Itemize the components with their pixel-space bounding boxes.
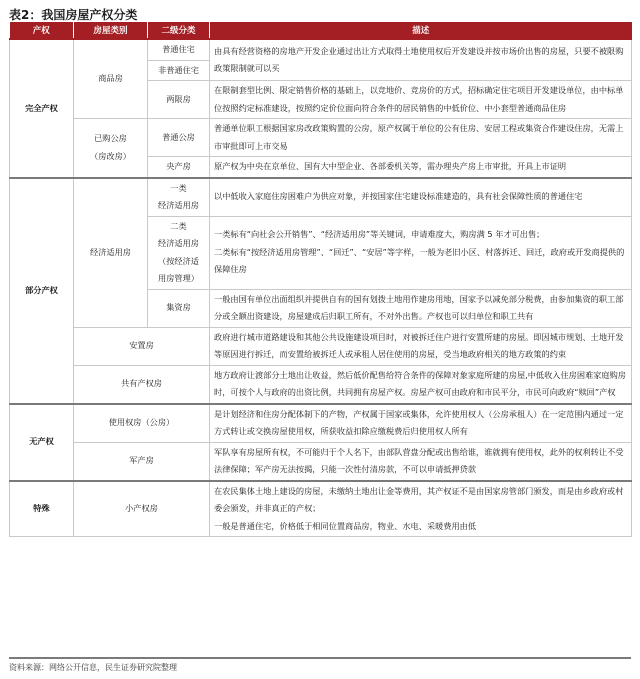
sub-class2: 二类 经济适用房 （按经济适 用房管理）	[148, 216, 210, 289]
bottom-rule	[9, 657, 631, 659]
category-commercial: 商品房	[74, 39, 148, 119]
desc-resettlement: 政府进行城市道路建设和其他公共设施建设项目时，对被拆迁住户进行安置所建的房屋。即因城市规划、土地开发等原因进行拆迁，而安置给被拆迁人或承租人居住使用的房屋，受当地政府相关的地方政策的约束	[210, 327, 632, 365]
header-rights: 产权	[10, 22, 74, 39]
desc-two-limits: 在限制套型比例、限定销售价格的基础上，以竞地价、竞房价的方式，招标确定住宅项目开发建设单位，由中标单位按照约定标准建设，按照约定价位面向符合条件的居民销售的中低价位、中小套型普通商品住房	[210, 81, 632, 119]
sub-fundraise: 集资房	[148, 289, 210, 327]
group-full: 完全产权	[10, 39, 74, 178]
desc-use-right: 是计划经济和住房分配体制下的产物，产权属于国家或集体，允许使用权人（公房承租人）在一定范围内通过一定方式转让或交换房屋使用权，所获收益扣除应缴税费后归使用权人所有	[210, 404, 632, 443]
category-purchased-public: 已购公房 （房改房）	[74, 119, 148, 178]
table-row	[10, 178, 632, 217]
desc-military: 军队享有房屋所有权，不可能归于个人名下，由部队营盘分配或出售给谁，谁就拥有使用权，此外的权利转让不受法律保障；军产房无法按揭，只能一次性付清房款，不可以申请抵押贷款	[210, 442, 632, 481]
table-row	[10, 404, 632, 443]
table-row	[10, 39, 632, 60]
desc-fundraise: 一般由国有单位出面组织并提供自有的国有划拨土地用作建房用地，国家予以减免部分税费，由参加集资的职工部分或全额出资建设，房屋建成后归职工所有，不对外出售。产权也可以归单位和职工共有	[210, 289, 632, 327]
category-shared: 共有产权房	[74, 365, 210, 404]
sub-ordinary: 普通住宅	[148, 39, 210, 60]
desc-class2: 一类标有“向社会公开销售”、“经济适用房”等关键词，申请难度大，购房满 5 年才可出售； 二类标有“按经济适用房管理”、“回迁”、“安居”等字样，一般为老旧小区、村落拆迁、回迁，政府或开发商提供的保障住房	[210, 216, 632, 289]
header-category: 房屋类别	[74, 22, 148, 39]
sub-two-limits: 两限房	[148, 81, 210, 119]
desc-shared: 地方政府让渡部分土地出让收益，然后低价配售给符合条件的保障对象家庭所建的房屋,中低收入住房困难家庭购房时，可按个人与政府的出资比例，共同拥有房屋产权。房屋产权可由政府和市民平分，市民可向政府“赎回”产权	[210, 365, 632, 404]
header-description: 描述	[210, 22, 632, 39]
group-partial: 部分产权	[10, 178, 74, 404]
category-economic: 经济适用房	[74, 178, 148, 328]
sub-non-ordinary: 非普通住宅	[148, 60, 210, 81]
table-row	[10, 481, 632, 537]
category-use-right: 使用权房（公房）	[74, 404, 210, 443]
table-row	[10, 365, 632, 404]
category-military: 军产房	[74, 442, 210, 481]
table-row	[10, 442, 632, 481]
category-small: 小产权房	[74, 481, 210, 537]
source-note: 资料来源：网络公开信息，民生证券研究院整理	[9, 663, 177, 672]
desc-ordinary-public: 普通单位职工根据国家房改政策购置的公房，原产权属于单位的公有住房、安居工程或集资合作建设住房，无需上市审批即可上市交易	[210, 119, 632, 157]
desc-class1: 以中低收入家庭住房困难户为供应对象，并按国家住宅建设标准建造的，具有社会保障性质的普通住宅	[210, 178, 632, 217]
header-row	[10, 22, 632, 39]
sub-class1: 一类 经济适用房	[148, 178, 210, 217]
table-row	[10, 327, 632, 365]
header-subcategory: 二级分类	[148, 22, 210, 39]
sub-ordinary-public: 普通公房	[148, 119, 210, 157]
desc-small: 在农民集体土地上建设的房屋，未缴纳土地出让金等费用，其产权证不是由国家房管部门颁发，而是由乡政府或村委会颁发，并非真正的产权； 一般是普通住宅，价格低于相同位置商品房，物业、水电、采暖费用由低	[210, 481, 632, 537]
table-title: 表2：我国房屋产权分类	[9, 8, 138, 22]
desc-central: 原产权为中央在京单位、国有大中型企业、各部委机关等，需办理央产房上市审批，开具上市证明	[210, 157, 632, 178]
desc-commercial: 由具有经营资格的房地产开发企业通过出让方式取得土地使用权后开发建设并按市场价出售的房屋，只要不被限购政策限制就可以买	[210, 39, 632, 81]
category-resettlement: 安置房	[74, 327, 210, 365]
group-special: 特殊	[10, 481, 74, 537]
sub-central: 央产房	[148, 157, 210, 178]
table-row	[10, 119, 632, 157]
property-rights-table	[9, 22, 632, 537]
group-none: 无产权	[10, 404, 74, 481]
